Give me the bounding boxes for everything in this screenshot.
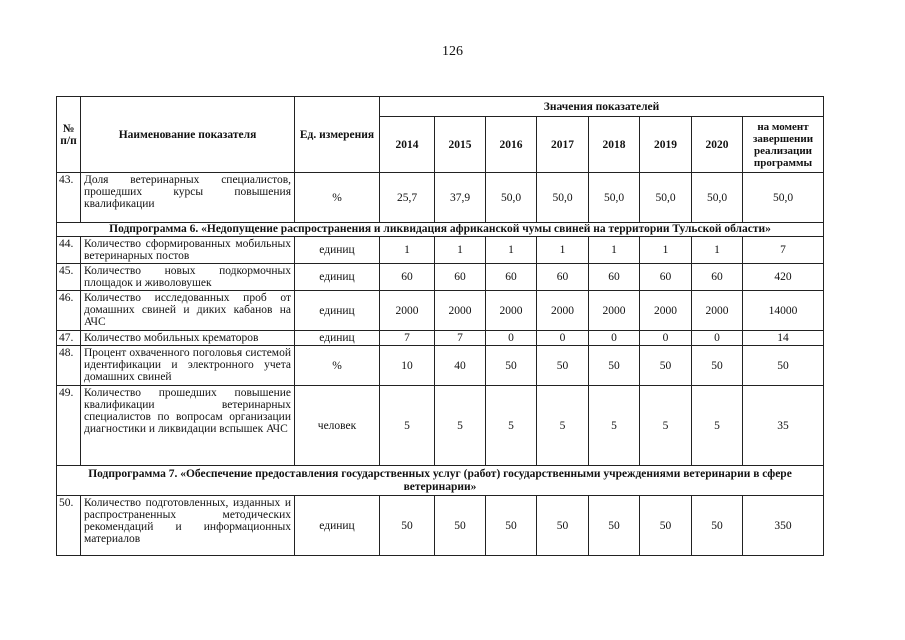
- indicator-name: Доля ветеринарных специалистов, прошедших курсы повышения квалификации: [81, 173, 295, 223]
- final-value-cell: 14: [743, 331, 824, 346]
- row-number: 43.: [57, 173, 81, 223]
- value-cell: 50: [640, 346, 692, 386]
- subprogram-row: [57, 466, 824, 496]
- header-year: 2018: [589, 117, 640, 173]
- value-cell: 50: [537, 496, 589, 556]
- header-year: 2016: [486, 117, 537, 173]
- final-value-cell: 14000: [743, 291, 824, 331]
- value-cell: 1: [692, 237, 743, 264]
- final-value-cell: 35: [743, 386, 824, 466]
- row-number: 49.: [57, 386, 81, 466]
- value-cell: 1: [537, 237, 589, 264]
- value-cell: 1: [486, 237, 537, 264]
- unit-cell: единиц: [295, 237, 380, 264]
- value-cell: 60: [380, 264, 435, 291]
- value-cell: 7: [435, 331, 486, 346]
- value-cell: 50: [589, 346, 640, 386]
- page-number: 126: [442, 44, 463, 59]
- value-cell: 5: [537, 386, 589, 466]
- unit-cell: единиц: [295, 291, 380, 331]
- subprogram-title: Подпрограмма 6. «Недопущение распространения и ликвидация африканской чумы свиней на территории Тульской области»: [57, 223, 824, 237]
- indicator-name: Количество новых подкормочных площадок и живоловушек: [81, 264, 295, 291]
- value-cell: 5: [486, 386, 537, 466]
- value-cell: 50: [486, 496, 537, 556]
- header-num: № п/п: [57, 97, 81, 173]
- value-cell: 2000: [435, 291, 486, 331]
- value-cell: 0: [537, 331, 589, 346]
- value-cell: 37,9: [435, 173, 486, 223]
- header-year: 2014: [380, 117, 435, 173]
- value-cell: 50: [692, 346, 743, 386]
- final-value-cell: 50,0: [743, 173, 824, 223]
- value-cell: 2000: [380, 291, 435, 331]
- header-final: на момент завершении реализации программы: [743, 117, 824, 173]
- value-cell: 0: [640, 331, 692, 346]
- value-cell: 25,7: [380, 173, 435, 223]
- value-cell: 60: [692, 264, 743, 291]
- value-cell: 60: [537, 264, 589, 291]
- table-row: [57, 346, 824, 386]
- unit-cell: %: [295, 173, 380, 223]
- indicator-name: Количество исследованных проб от домашних свиней и диких кабанов на АЧС: [81, 291, 295, 331]
- final-value-cell: 7: [743, 237, 824, 264]
- subprogram-title: Подпрограмма 7. «Обеспечение предоставления государственных услуг (работ) государственными учреждениями ветеринарии в сфере ветеринарии»: [57, 466, 824, 496]
- value-cell: 10: [380, 346, 435, 386]
- indicator-name: Количество сформированных мобильных ветеринарных постов: [81, 237, 295, 264]
- value-cell: 5: [640, 386, 692, 466]
- row-number: 44.: [57, 237, 81, 264]
- value-cell: 50,0: [537, 173, 589, 223]
- table-row: [57, 173, 824, 223]
- value-cell: 2000: [692, 291, 743, 331]
- table-row: [57, 496, 824, 556]
- value-cell: 0: [692, 331, 743, 346]
- table-row: [57, 264, 824, 291]
- final-value-cell: 420: [743, 264, 824, 291]
- unit-cell: единиц: [295, 496, 380, 556]
- value-cell: 40: [435, 346, 486, 386]
- value-cell: 2000: [589, 291, 640, 331]
- value-cell: 5: [380, 386, 435, 466]
- value-cell: 5: [692, 386, 743, 466]
- value-cell: 2000: [486, 291, 537, 331]
- row-number: 48.: [57, 346, 81, 386]
- indicators-table: [56, 96, 824, 556]
- value-cell: 50: [640, 496, 692, 556]
- value-cell: 50: [486, 346, 537, 386]
- header-year: 2019: [640, 117, 692, 173]
- value-cell: 50: [537, 346, 589, 386]
- value-cell: 60: [486, 264, 537, 291]
- value-cell: 60: [435, 264, 486, 291]
- value-cell: 50,0: [640, 173, 692, 223]
- value-cell: 50,0: [486, 173, 537, 223]
- indicator-name: Количество мобильных крематоров: [81, 331, 295, 346]
- table-row: [57, 331, 824, 346]
- header-name: Наименование показателя: [81, 97, 295, 173]
- indicator-name: Количество подготовленных, изданных и распространенных методических рекомендаций и информационных материалов: [81, 496, 295, 556]
- value-cell: 2000: [640, 291, 692, 331]
- header-unit: Ед. измерения: [295, 97, 380, 173]
- header-year: 2017: [537, 117, 589, 173]
- value-cell: 50: [380, 496, 435, 556]
- header-year: 2015: [435, 117, 486, 173]
- header-values-group: Значения показателей: [380, 97, 824, 117]
- value-cell: 7: [380, 331, 435, 346]
- final-value-cell: 350: [743, 496, 824, 556]
- value-cell: 50: [435, 496, 486, 556]
- unit-cell: единиц: [295, 331, 380, 346]
- unit-cell: %: [295, 346, 380, 386]
- indicator-name: Процент охваченного поголовья системой идентификации и электронного учета домашних свиней: [81, 346, 295, 386]
- value-cell: 1: [435, 237, 486, 264]
- row-number: 46.: [57, 291, 81, 331]
- row-number: 45.: [57, 264, 81, 291]
- value-cell: 50,0: [589, 173, 640, 223]
- value-cell: 5: [435, 386, 486, 466]
- value-cell: 60: [589, 264, 640, 291]
- value-cell: 1: [640, 237, 692, 264]
- value-cell: 50,0: [692, 173, 743, 223]
- table-row: [57, 237, 824, 264]
- value-cell: 50: [692, 496, 743, 556]
- value-cell: 60: [640, 264, 692, 291]
- table-row: [57, 386, 824, 466]
- value-cell: 2000: [537, 291, 589, 331]
- table-row: [57, 291, 824, 331]
- value-cell: 1: [380, 237, 435, 264]
- unit-cell: единиц: [295, 264, 380, 291]
- value-cell: 5: [589, 386, 640, 466]
- subprogram-row: [57, 223, 824, 237]
- value-cell: 1: [589, 237, 640, 264]
- final-value-cell: 50: [743, 346, 824, 386]
- unit-cell: человек: [295, 386, 380, 466]
- header-year: 2020: [692, 117, 743, 173]
- row-number: 50.: [57, 496, 81, 556]
- value-cell: 50: [589, 496, 640, 556]
- value-cell: 0: [589, 331, 640, 346]
- indicator-name: Количество прошедших повышение квалификации ветеринарных специалистов по вопросам организации диагностики и ликвидации вспышек АЧС: [81, 386, 295, 466]
- value-cell: 0: [486, 331, 537, 346]
- row-number: 47.: [57, 331, 81, 346]
